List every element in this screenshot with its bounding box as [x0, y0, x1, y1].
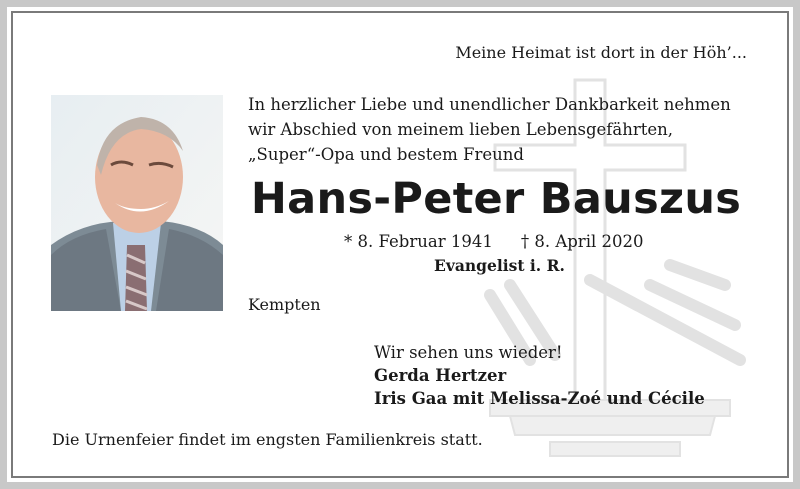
intro-text	[248, 92, 731, 167]
portrait-photo	[51, 95, 223, 311]
place-name: Kempten	[248, 295, 321, 314]
mourner-name: Gerda Hertzer	[374, 366, 507, 385]
intro-line: wir Abschied von meinem lieben Lebensgefährten,	[248, 120, 674, 139]
farewell-closing: Wir sehen uns wieder!	[374, 343, 563, 362]
birth-date: * 8. Februar 1941	[344, 232, 493, 251]
mourner-name: Iris Gaa mit Melissa-Zoé und Cécile	[374, 389, 705, 408]
ceremony-note: Die Urnenfeier findet im engsten Familienkreis statt.	[52, 430, 483, 449]
deceased-name: Hans-Peter Bauszus	[250, 174, 742, 224]
motto-line: Meine Heimat ist dort in der Höh’...	[455, 43, 747, 62]
religion-note: Evangelist i. R.	[434, 256, 565, 275]
death-date: † 8. April 2020	[520, 232, 644, 251]
intro-line: „Super“-Opa und bestem Freund	[248, 145, 524, 164]
farewell-block	[374, 341, 705, 410]
intro-line: In herzlicher Liebe und unendlicher Dankbarkeit nehmen	[248, 95, 731, 114]
life-dates	[344, 232, 643, 251]
